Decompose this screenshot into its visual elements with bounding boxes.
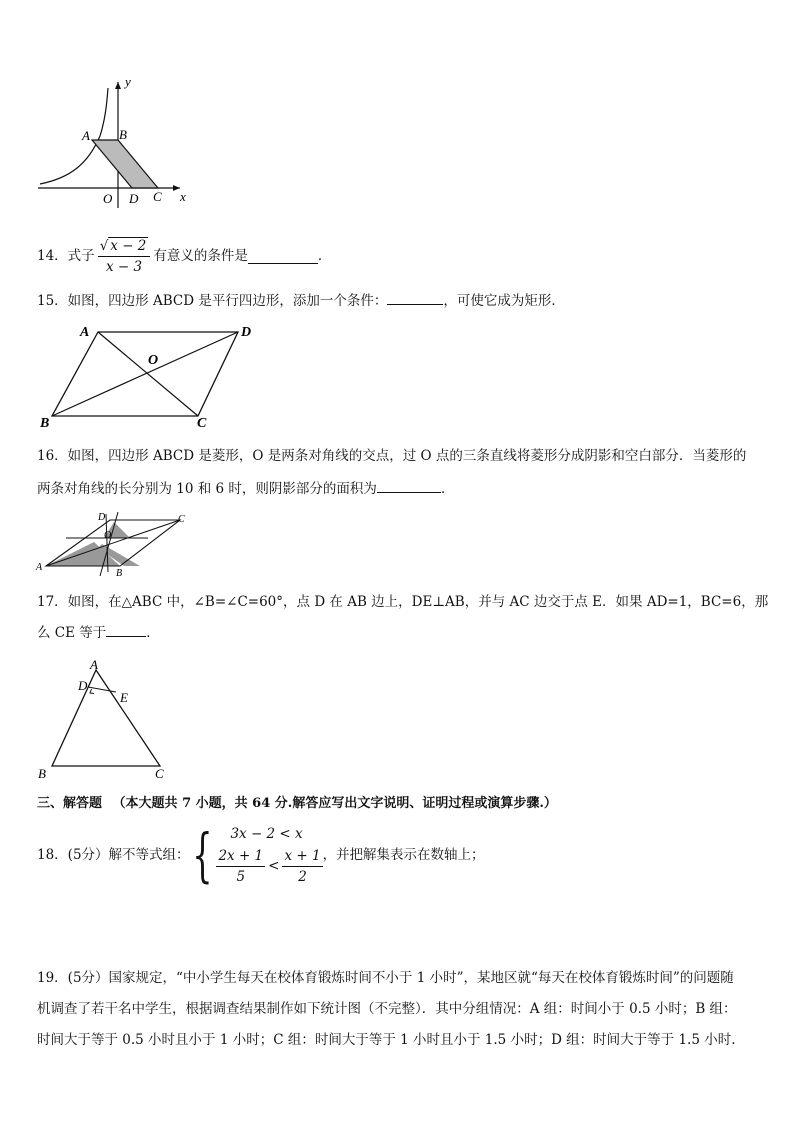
- q14-numerator: √ x − 2: [98, 236, 151, 257]
- figure-q17-triangle: [32, 656, 182, 784]
- triangle-abc: [52, 670, 160, 766]
- q18-prefix: 18．(5分）解不等式组：: [37, 847, 190, 863]
- label-C: C: [153, 189, 162, 204]
- label-A: A: [82, 128, 90, 143]
- q15-answer-blank[interactable]: [387, 290, 443, 305]
- label-D: D: [129, 191, 139, 206]
- q18-inequality-1: 3x − 2 < x: [230, 825, 303, 842]
- q14-prefix: 14．式子: [37, 248, 95, 264]
- label-C: C: [178, 514, 185, 525]
- figure-q16-rhombus: [30, 508, 200, 580]
- q14-fraction: [98, 236, 151, 277]
- section-3-title: 三、解答题: [37, 796, 103, 811]
- q15-suffix: ，可使它成为矩形．: [443, 293, 565, 309]
- label-B: B: [38, 766, 46, 781]
- label-O: O: [104, 530, 112, 541]
- question-19-line3: 时间大于等于 0.5 小时且小于 1 小时；C 组：时间大于等于 1 小时且小于 1.5 小时；D 组：时间大于等于 1.5 小时.: [37, 1032, 736, 1048]
- label-B: B: [116, 568, 123, 579]
- section-3-heading: [37, 794, 557, 814]
- right-angle-mark: [90, 689, 94, 694]
- segment-de: [88, 687, 116, 692]
- q18-suffix: ，并把解集表示在数轴上；: [322, 847, 485, 863]
- q18-less-than: <: [268, 858, 280, 874]
- label-B: B: [119, 127, 127, 142]
- question-19-line2: 机调查了若干名中学生，根据调查结果制作如下统计图（不完整）．其中分组情况：A 组：时间小于 0.5 小时；B 组：: [37, 1001, 737, 1017]
- q18-fraction-2: $\frac{x + 1}{2}$: [284, 847, 321, 885]
- x-axis-arrow: [173, 185, 180, 191]
- label-A: A: [36, 562, 43, 573]
- label-O: O: [103, 191, 113, 206]
- q15-prefix: 15．如图，四边形 ABCD 是平行四边形，添加一个条件：: [37, 293, 388, 309]
- q18-system: [216, 824, 322, 887]
- question-19-line1: 19．(5分）国家规定，“中小学生每天在校体育锻炼时间不小于 1 小时”，某地区就“每天在校体育锻炼时间”的问题随: [37, 970, 734, 986]
- figure-q13-graph: [30, 72, 200, 212]
- question-15: [37, 290, 565, 311]
- q14-end: ．: [317, 248, 332, 264]
- diagonal-ac: [98, 332, 198, 416]
- question-16-line2: [37, 478, 454, 499]
- label-E: E: [120, 690, 128, 705]
- q16-line2-prefix: 两条对角线的长分别为 10 和 6 时，则阴影部分的面积为: [37, 481, 377, 497]
- question-16-line1: 16．如图，四边形 ABCD 是菱形，O 是两条对角线的交点，过 O 点的三条直线将菱形分成阴影和空白部分．当菱形的: [37, 448, 747, 464]
- q14-suffix: 有意义的条件是: [153, 248, 248, 264]
- section-3-note: （本大题共 7 小题，共 64 分.解答应写出文字说明、证明过程或演算步骤.）: [112, 796, 557, 811]
- q18-fraction-1: $\frac{2x + 1}{5}$: [218, 847, 264, 885]
- label-D: D: [78, 678, 88, 693]
- diagonal-bd: [52, 332, 238, 416]
- label-C: C: [155, 766, 164, 781]
- q18-inequality-2: [216, 846, 322, 887]
- question-17-line2: [37, 622, 160, 643]
- q16-answer-blank[interactable]: [377, 478, 441, 493]
- label-y: y: [125, 74, 131, 89]
- label-O: O: [148, 353, 159, 368]
- label-B: B: [40, 416, 50, 430]
- q17-end: ．: [146, 625, 160, 641]
- hyperbola-curve: [40, 88, 108, 184]
- question-17-line1: 17．如图，在△ABC 中，∠B=∠C=60°，点 D 在 AB 边上，DE⊥AB，并与 AC 边交于点 E．如果 AD=1，BC=6，那: [37, 594, 769, 610]
- q16-end: ．: [440, 481, 455, 497]
- label-x: x: [180, 189, 186, 204]
- label-D: D: [241, 325, 252, 340]
- q17-line2-prefix: 么 CE 等于: [37, 625, 107, 641]
- label-A: A: [90, 657, 98, 672]
- question-14: [37, 234, 331, 278]
- question-18: [37, 820, 485, 890]
- q14-answer-blank[interactable]: [248, 249, 318, 264]
- shaded-parallelogram: [92, 140, 158, 188]
- label-A: A: [80, 325, 90, 340]
- figure-q15-parallelogram: [30, 320, 270, 430]
- label-C: C: [197, 416, 207, 430]
- q18-brace: {: [191, 821, 213, 889]
- y-axis-arrow: [115, 82, 121, 89]
- q17-answer-blank[interactable]: [106, 622, 146, 637]
- label-D: D: [98, 512, 106, 523]
- q14-denominator: x − 3: [105, 258, 143, 275]
